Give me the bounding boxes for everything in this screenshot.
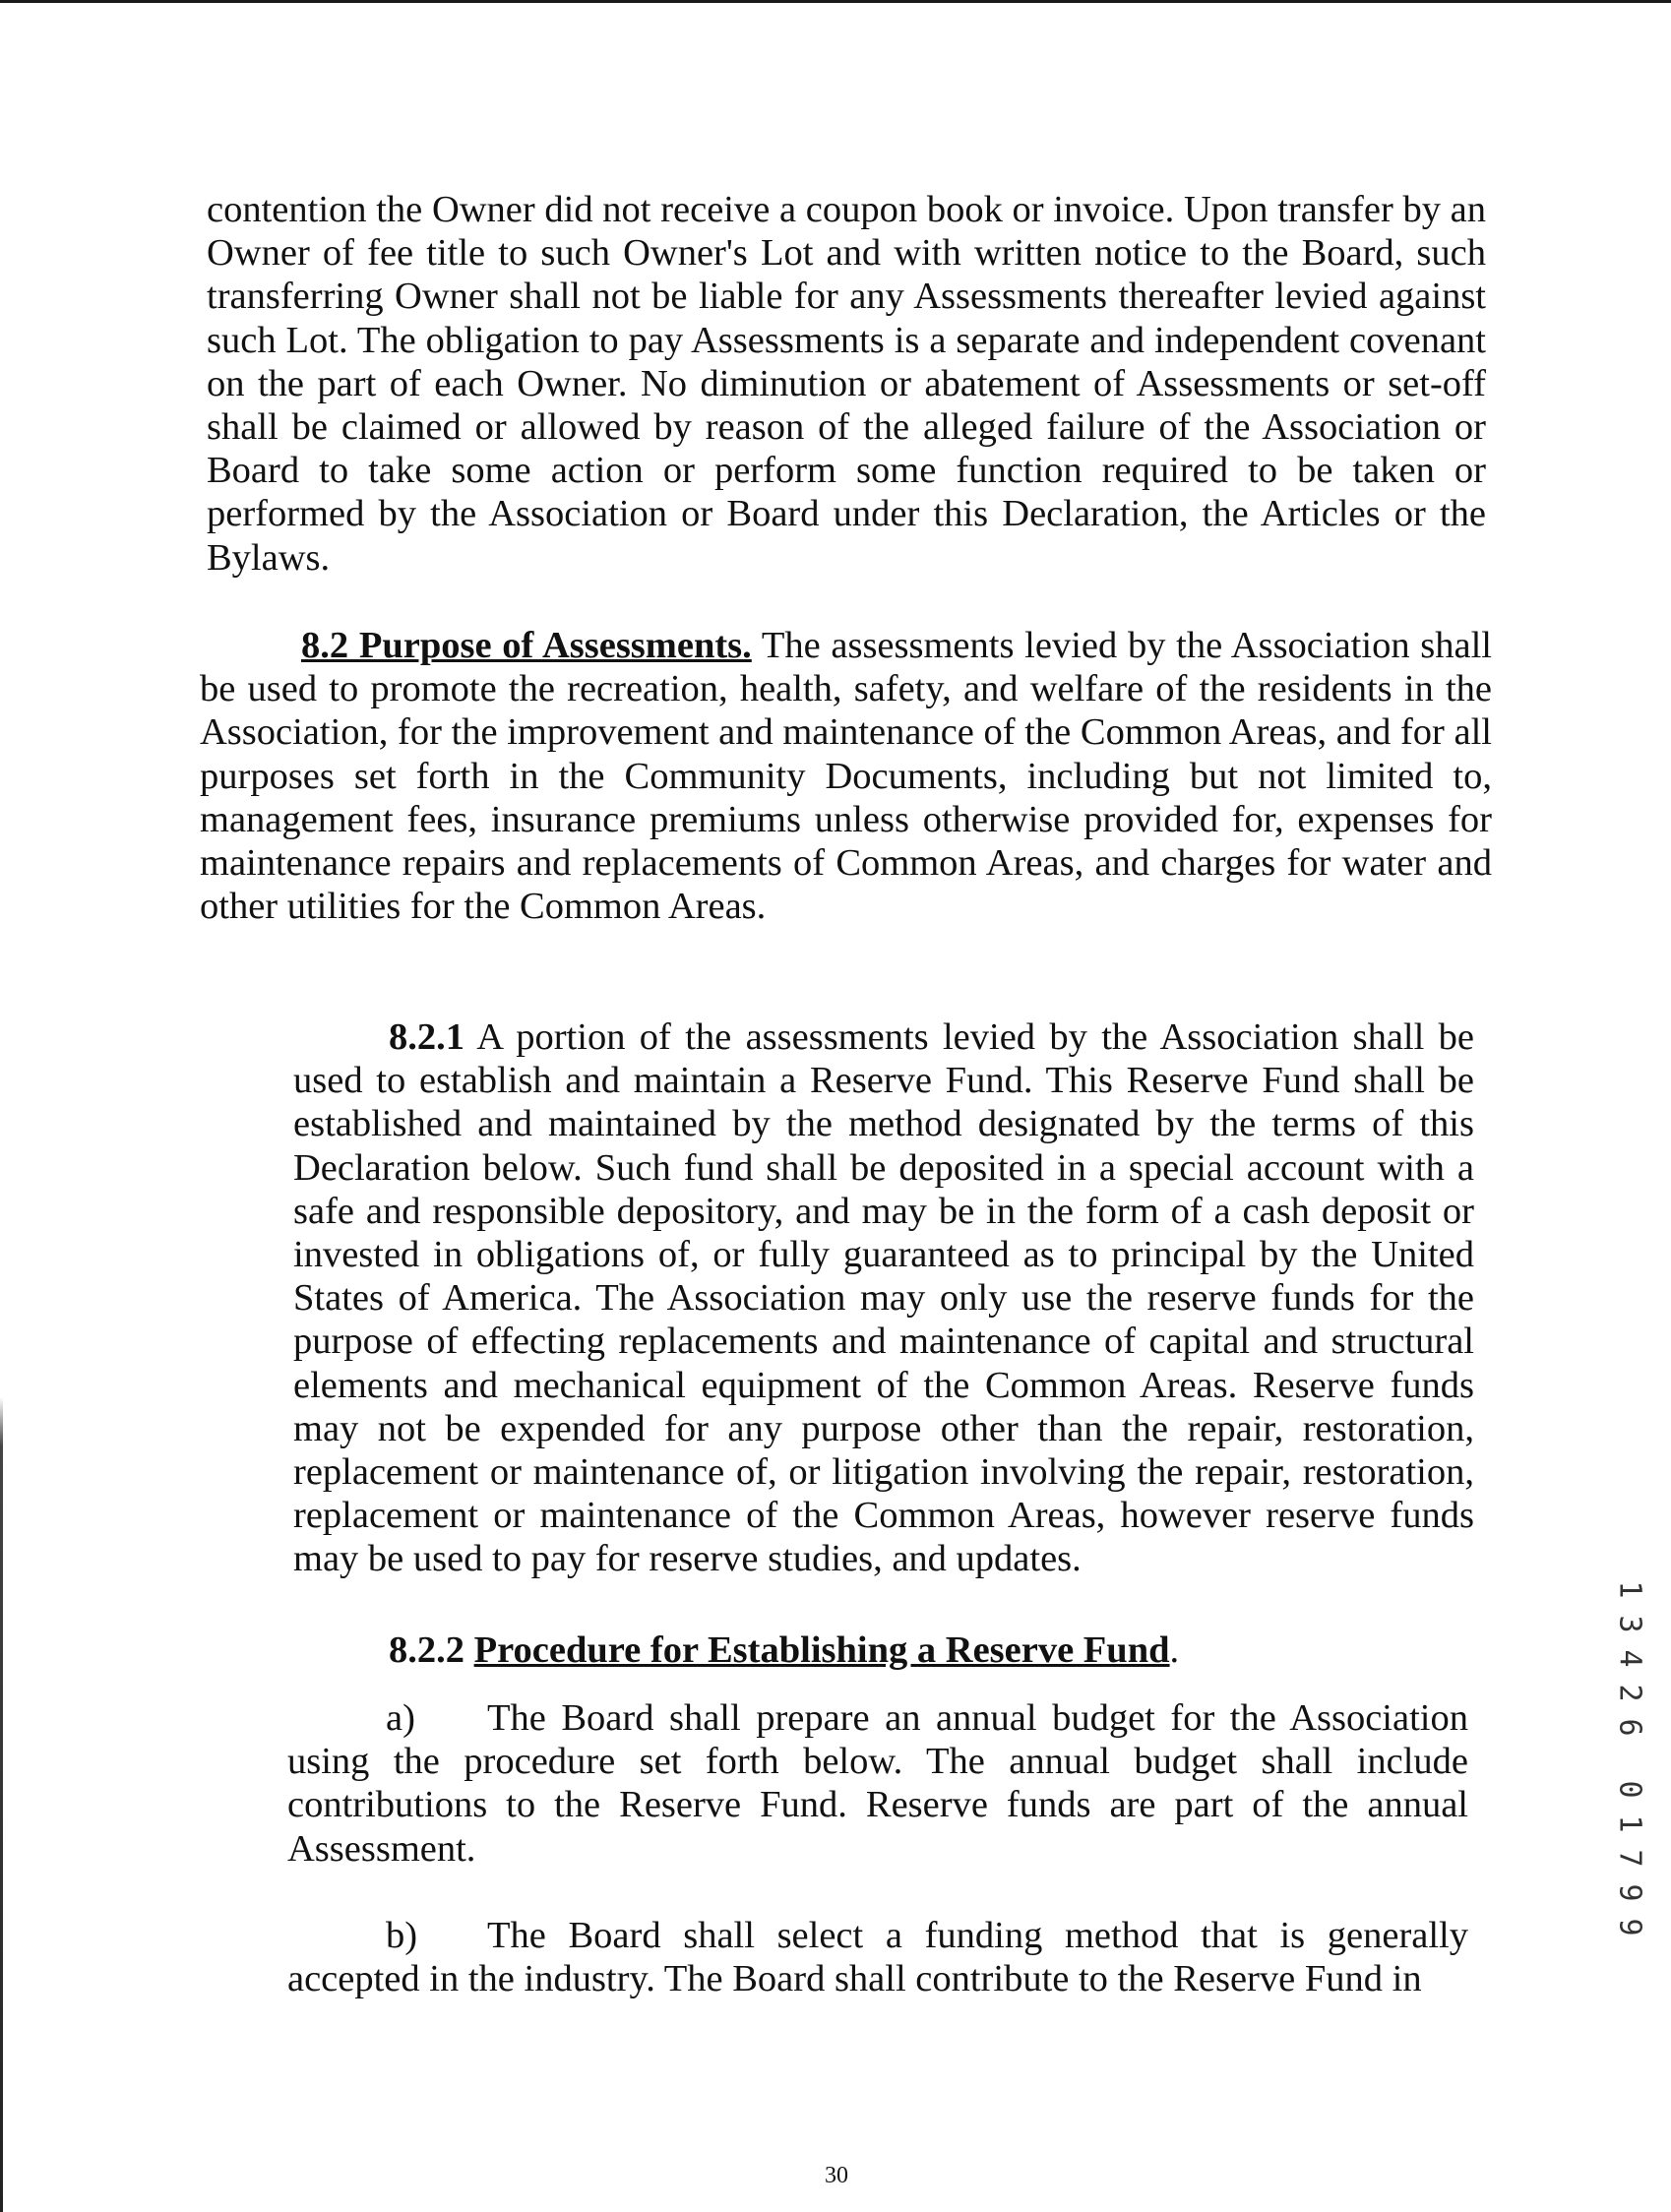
scan-top-border — [0, 0, 1671, 3]
section-8-2-heading: 8.2 Purpose of Assessments. — [301, 625, 752, 666]
recording-stamp-glyph: 4 — [1612, 1649, 1647, 1668]
recording-stamp-glyph — [1616, 1742, 1643, 1775]
section-8-2-2-title: Procedure for Establishing a Reserve Fund — [473, 1629, 1170, 1671]
list-item — [287, 1914, 1468, 2000]
recording-stamp — [1613, 1572, 1646, 1944]
section-8-2-paragraph — [200, 624, 1492, 928]
intro-paragraph — [207, 188, 1486, 580]
recording-stamp-glyph: 2 — [1612, 1684, 1647, 1702]
section-8-2-2-number: 8.2.2 — [389, 1629, 464, 1671]
section-8-2-2-heading — [389, 1628, 1274, 1672]
scan-left-edge-shadow — [0, 1397, 3, 2212]
list-item — [287, 1696, 1468, 1871]
list-item-text: The Board shall select a funding method that is generally accepted in the industry. The Board shall contribute to the Reserve Fund in — [287, 1915, 1468, 2000]
recording-stamp-glyph: 9 — [1612, 1883, 1647, 1902]
recording-stamp-text — [1613, 1572, 1646, 1944]
intro-paragraph-text: contention the Owner did not receive a coupon book or invoice. Upon transfer by an Owner of fee title to such Owner's Lot and with written notice to the Board, such transferring Owner shall not be liable for any Assessments thereafter levied against such Lot. The obligation to pay Assessments is a separate and independent covenant on the part of each Owner. No diminution or abatement of Assessments or set-off shall be claimed or allowed by reason of the alleged failure of the Association or Board to take some action or perform some function required to be taken or performed by the Association or Board under this Declaration, the Articles or the Bylaws. — [207, 189, 1486, 579]
recording-stamp-glyph: 7 — [1612, 1849, 1647, 1868]
section-8-2-1-text: A portion of the assessments levied by the Association shall be used to establish and maintain a Reserve Fund. This Reserve Fund shall be established and maintained by the method designated by the terms of this Declaration below. Such fund shall be deposited in a special account with a safe and responsible depository, and may be in the form of a cash deposit or invested in obligations of, or fully guaranteed as to principal by the United States of America. The Association may only use the reserve funds for the purpose of effecting replacements and maintenance of capital and structural elements and mechanical equipment of the Common Areas. Reserve funds may not be expended for any purpose other than the repair, restoration, replacement or maintenance of, or litigation involving the repair, restoration, replacement or maintenance of the Common Areas, however reserve funds may be used to pay for reserve studies, and updates. — [293, 1016, 1474, 1580]
page-number: 30 — [825, 2163, 848, 2188]
section-8-2-2-title-period: . — [1169, 1629, 1180, 1671]
section-8-2-1-number: 8.2.1 — [389, 1016, 464, 1058]
section-8-2-text: The assessments levied by the Association shall be used to promote the recreation, health, safety, and welfare of the residents in the Association, for the improvement and maintenance of the Common Areas, and for all purposes set forth in the Community Documents, including but not limited to, management fees, insurance premiums unless otherwise provided for, expenses for maintenance repairs and replacements of Common Areas, and charges for water and other utilities for the Common Areas. — [200, 625, 1492, 928]
list-item-label: b) — [386, 1915, 418, 1956]
recording-stamp-glyph: 6 — [1612, 1718, 1647, 1737]
recording-stamp-glyph: 0 — [1612, 1780, 1647, 1799]
list-item-label: a) — [386, 1697, 415, 1739]
recording-stamp-glyph: 9 — [1612, 1918, 1647, 1936]
recording-stamp-glyph: 1 — [1612, 1580, 1647, 1599]
recording-stamp-glyph: 3 — [1612, 1615, 1647, 1633]
section-8-2-1-paragraph — [293, 1015, 1474, 1581]
list-item-text: The Board shall prepare an annual budget for the Association using the procedure set forth below. The annual budget shall include contributions to the Reserve Fund. Reserve funds are part of the annual Assessment. — [287, 1697, 1468, 1870]
recording-stamp-glyph: 1 — [1612, 1814, 1647, 1833]
